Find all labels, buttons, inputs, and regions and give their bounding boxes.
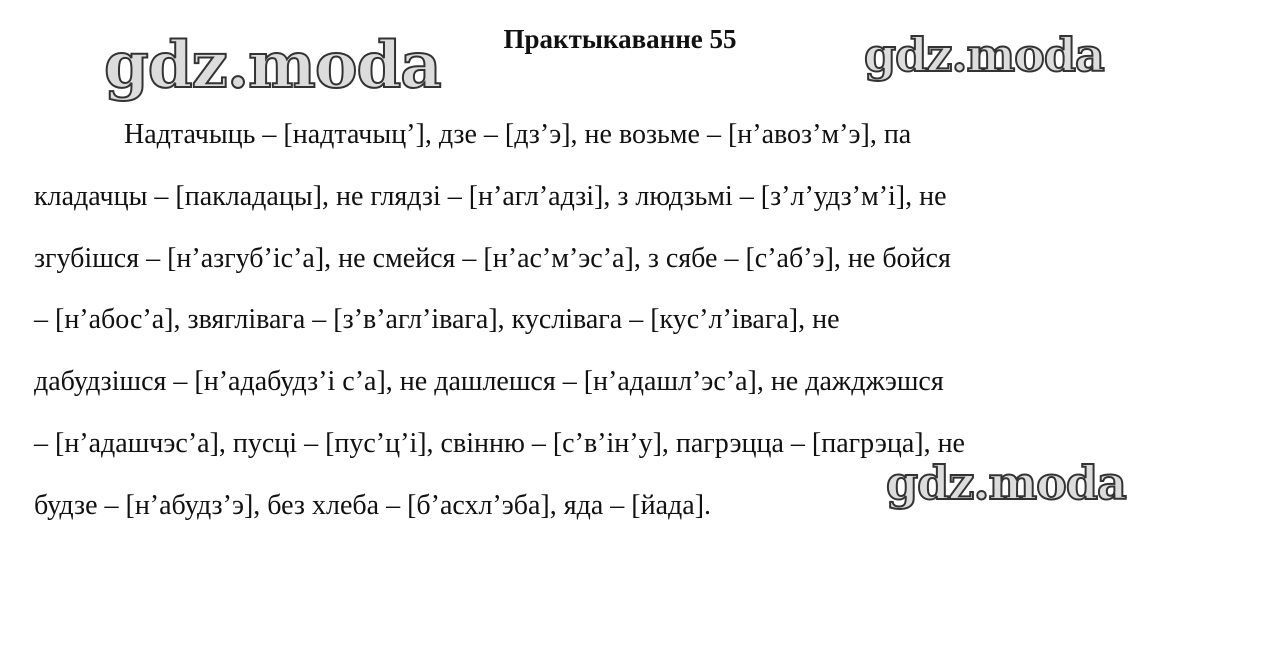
text-line: згубішся – [н’азгуб’іс’а], не смейся – [н’ас’м’эс’а], з сябе – [с’аб’э], не бойся xyxy=(34,242,951,274)
text-line: – [н’адашчэс’а], пусці – [пус’ц’і], свінню – [с’в’ін’у], пагрэцца – [пагрэца], не xyxy=(34,427,965,459)
watermark-bottom-right: gdz.moda xyxy=(886,456,1126,510)
page-title: Практыкаванне 55 xyxy=(503,24,737,54)
text-line: кладачцы – [пакладацы], не глядзі – [н’агл’адзі], з людзьмі – [з’л’удз’м’і], не xyxy=(34,180,947,212)
text-line: – [н’абос’а], звяглівага – [з’в’агл’івага], куслівага – [кус’л’івага], не xyxy=(34,304,840,336)
text-line: дабудзішся – [н’адабудз’і с’а], не дашлешся – [н’адашл’эс’а], не дажджэшся xyxy=(34,366,944,398)
watermark-top-right: gdz.moda xyxy=(864,28,1104,82)
text-line: будзе – [н’абудз’э], без хлеба – [б’асхл’эба], яда – [йада]. xyxy=(34,489,712,521)
text-line: Надтачыць – [надтачыц’], дзе – [дз’э], не возьме – [н’авоз’м’э], па xyxy=(124,119,912,150)
watermark-top-left: gdz.moda xyxy=(104,28,441,103)
